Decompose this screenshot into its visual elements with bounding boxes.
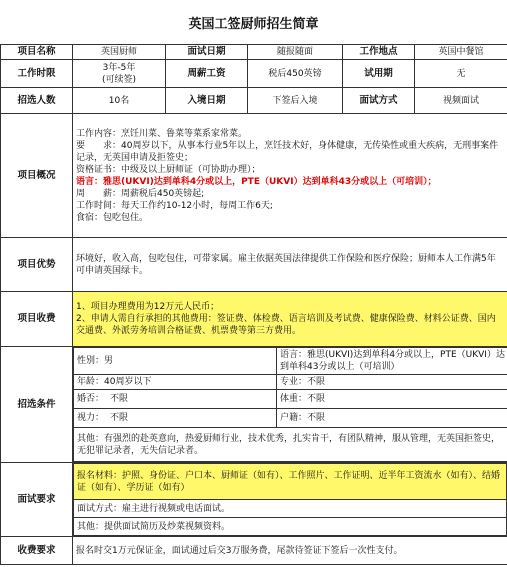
condition-major: 专业：不限 (277, 375, 507, 390)
label-work-period: 工作时限 (1, 60, 73, 88)
condition-vision-label: 视力： (77, 413, 105, 423)
fees-line-2: 2、申请人需自行承担的其他费用：签证费、体检费、语言培训及考试费、健康保险费、材料公证费、国内交通费、外派劳务培训合格证费、机票费等第三方费用。 (76, 314, 496, 336)
label-conditions: 招选条件 (1, 347, 73, 463)
row-work-period (1, 60, 507, 88)
label-advantage: 项目优势 (1, 238, 73, 292)
condition-hukou-value: 不限 (307, 413, 326, 423)
recruitment-table (0, 44, 507, 565)
condition-gender: 性别：男 (74, 348, 277, 375)
overview-line-language: 语言：雅思(UKVI)达到单科4分或以上，PTE（UKVI）达到单科43分或以上（可培训）； (76, 176, 437, 187)
condition-weight-label: 体重： (280, 394, 308, 404)
row-fees (1, 292, 507, 347)
label-entry-date: 入境日期 (166, 88, 248, 114)
advantage-text: 环境好，收入高，包吃包住，可带家属。雇主依据英国法律提供工作保险和医疗保险；厨师本人工作满5年可申请英国绿卡。 (73, 238, 507, 292)
condition-weight-value: 不限 (307, 394, 326, 404)
row-advantage (1, 238, 507, 292)
condition-hukou (277, 409, 507, 428)
condition-vision-value: 不限 (110, 413, 129, 423)
interview-other: 其他：提供面试简历及炒菜视频资料。 (74, 518, 507, 536)
overview-line-certificate: 资格证书：中级及以上厨师证（可协助办理）； (76, 164, 261, 175)
label-interview: 面试要求 (1, 463, 73, 537)
condition-weight (277, 390, 507, 409)
value-probation: 无 (415, 60, 507, 88)
payment-text: 报名时交1万元保证金，面试通过后交3万服务费，尾款待签证下签后一次性支付。 (73, 537, 507, 565)
label-interview-date: 面试日期 (166, 45, 248, 60)
interview-method: 面试方式：雇主进行视频或电话面试。 (74, 500, 507, 518)
condition-other: 其他：有强烈的赴英意向，热爱厨师行业，技术优秀，扎实肯干，有团队精神，服从管理，无英国拒签史，无犯罪记录者，无失信记录者。 (74, 428, 507, 462)
label-interview-method: 面试方式 (343, 88, 415, 114)
row-conditions (1, 347, 507, 463)
value-work-location: 英国中餐馆 (415, 45, 507, 60)
label-project-name: 项目名称 (1, 45, 73, 60)
condition-marriage-label: 婚否： (77, 394, 105, 404)
value-weekly-wage: 税后450英镑 (248, 60, 343, 88)
label-work-location: 工作地点 (343, 45, 415, 60)
interview-materials: 报名材料：护照、身份证、户口本、厨师证（如有）、工作照片、工作证明、近半年工资流水（如有）、结婚证（如有）、学历证（如有） (74, 464, 507, 500)
row-payment (1, 537, 507, 565)
condition-vision (74, 409, 277, 428)
conditions-content (73, 347, 507, 463)
conditions-grid (73, 347, 507, 462)
condition-marriage-value: 不限 (110, 394, 129, 404)
condition-language: 语言：雅思(UKVI)达到单科4分或以上，PTE（UKVI）达到单科43分或以上（可培训） (277, 348, 507, 375)
overview-line-board: 食宿：包吃包住。 (76, 212, 149, 223)
label-recruit-count: 招选人数 (1, 88, 73, 114)
value-recruit-count: 10名 (73, 88, 166, 114)
value-interview-date: 随报随面 (248, 45, 343, 60)
interview-content (73, 463, 507, 537)
condition-hukou-label: 户籍： (280, 413, 308, 423)
label-payment: 收费要求 (1, 537, 73, 565)
row-recruit-count (1, 88, 507, 114)
value-entry-date: 下签后入境 (248, 88, 343, 114)
row-overview (1, 114, 507, 238)
value-work-period: 3年-5年 (可续签) (73, 60, 166, 88)
label-probation: 试用期 (343, 60, 415, 88)
value-interview-method: 视频面试 (415, 88, 507, 114)
overview-line-hours: 工作时间：每天工作约10-12小时，每周工作6天; (76, 200, 273, 211)
fees-line-1: 1、项目办理费用为12万元人民币； (76, 302, 220, 312)
label-weekly-wage: 周薪工资 (166, 60, 248, 88)
fees-content (73, 292, 507, 347)
row-project-name (1, 45, 507, 60)
condition-age: 年龄：40周岁以下 (74, 375, 277, 390)
page-title: 英国工签厨师招生简章 (188, 16, 319, 32)
overview-line-requirements: 要 求：40周岁以下，从事本行业5年以上，烹饪技术好，身体健康，无传染性或重大疾病，无刑事案件记录，无英国申请及拒签史； (76, 140, 499, 163)
row-interview (1, 463, 507, 537)
interview-grid (73, 463, 507, 536)
overview-line-wage: 周 薪：周薪税后450英镑起; (76, 188, 205, 199)
condition-marriage (74, 390, 277, 409)
value-project-name: 英国厨师 (73, 45, 166, 60)
label-overview: 项目概况 (1, 114, 73, 238)
overview-line-content: 工作内容：烹饪川菜、鲁菜等菜系家常菜。 (76, 128, 248, 139)
overview-content (73, 114, 507, 238)
label-fees: 项目收费 (1, 292, 73, 347)
